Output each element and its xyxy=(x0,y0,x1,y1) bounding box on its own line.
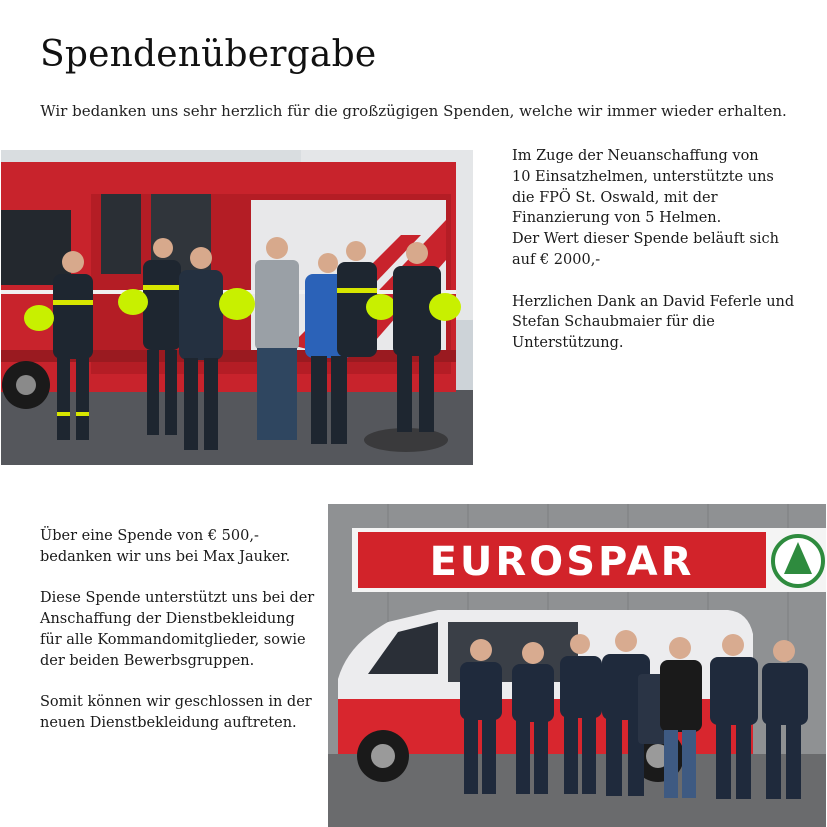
text-line: Unterstützung. xyxy=(512,335,624,352)
paragraph-gap xyxy=(512,271,794,292)
helmet-donation-text xyxy=(512,146,794,354)
helmet-donation-photo xyxy=(1,150,473,465)
text-line: Der Wert dieser Spende beläuft sich xyxy=(512,231,779,248)
page-title: Spendenübergabe xyxy=(40,34,377,75)
text-line: Stefan Schaubmaier für die xyxy=(512,314,715,331)
text-line: Über eine Spende von € 500,- xyxy=(40,528,259,544)
text-line: auf € 2000,- xyxy=(512,251,601,268)
text-line: bedanken wir uns bei Max Jauker. xyxy=(40,548,291,565)
paragraph-gap xyxy=(40,568,314,589)
text-line: der beiden Bewerbsgruppen. xyxy=(40,652,255,669)
text-line: Im Zuge der Neuanschaffung von xyxy=(512,148,759,164)
eurospar-sign-text: EUROSPAR xyxy=(429,539,695,585)
uniform-donation-text xyxy=(40,526,314,734)
text-line: Finanzierung von 5 Helmen. xyxy=(512,210,722,227)
text-line: Herzlichen Dank an David Feferle und xyxy=(512,293,795,310)
text-line: neuen Dienstbekleidung auftreten. xyxy=(40,715,297,732)
text-line: Diese Spende unterstützt uns bei der xyxy=(40,590,315,607)
text-line: Somit können wir geschlossen in der xyxy=(40,694,312,711)
uniform-donation-photo xyxy=(328,504,826,827)
text-line: für alle Kommandomitglieder, sowie xyxy=(40,631,306,648)
intro-text: Wir bedanken uns sehr herzlich für die großzügigen Spenden, welche wir immer wieder erhalten. xyxy=(40,102,787,120)
paragraph-gap xyxy=(40,672,314,693)
text-line: Anschaffung der Dienstbekleidung xyxy=(40,611,295,628)
text-line: die FPÖ St. Oswald, mit der xyxy=(512,189,718,206)
text-line: 10 Einsatzhelmen, unterstützte uns xyxy=(512,168,774,185)
